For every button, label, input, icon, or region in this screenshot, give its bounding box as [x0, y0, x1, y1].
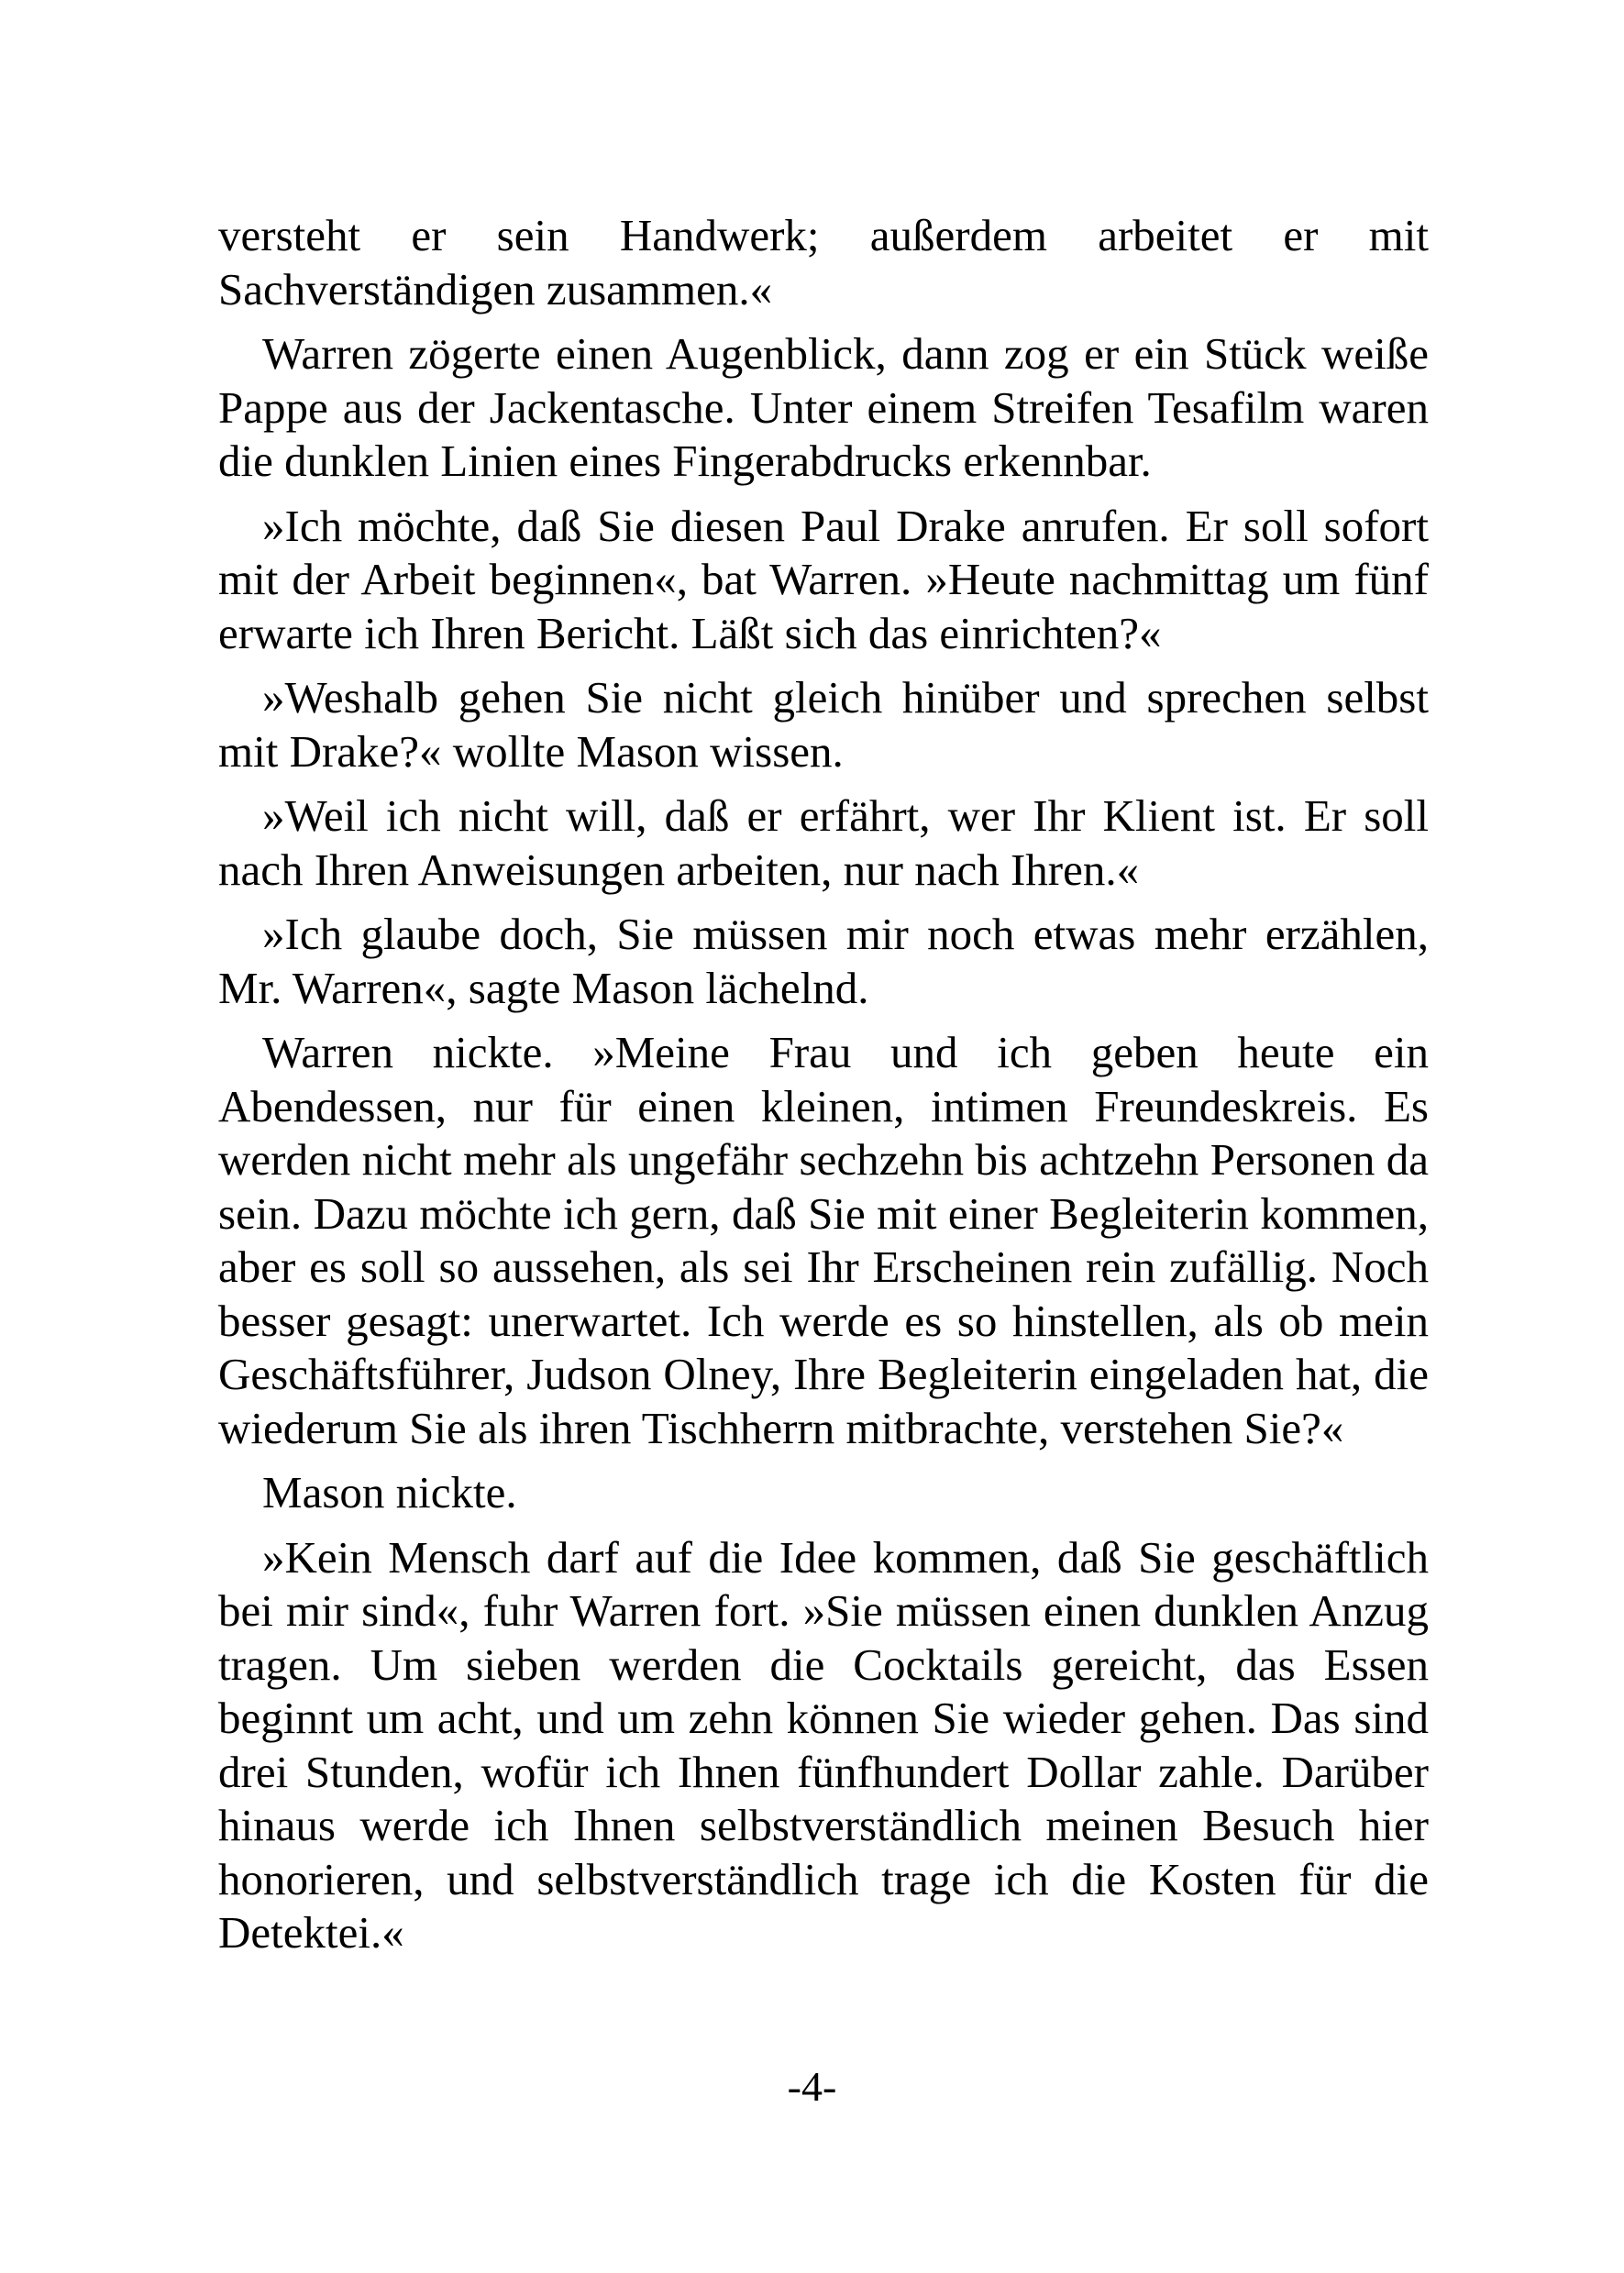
page-number: -4-	[787, 2063, 837, 2110]
paragraph-4: »Weshalb gehen Sie nicht gleich hinüber und sprechen selbst mit Drake?« wollte Mason wissen.	[218, 672, 1429, 777]
paragraph-8: Mason nickte.	[262, 1467, 517, 1517]
paragraph-7: Warren nickte. »Meine Frau und ich geben heute ein Abendessen, nur für einen kleinen, intimen Freundeskreis. Es werden nicht mehr als ungefähr sechzehn bis achtzehn Personen da sein. Dazu möchte ich gern, daß Sie mit einer Begleiterin kommen, aber es soll so aussehen, als sei Ihr Erscheinen rein zufällig. Noch besser gesagt: unerwartet. Ich werde es so hinstellen, als ob mein Geschäftsführer, Judson Olney, Ihre Begleiterin eingeladen hat, die wiederum Sie als ihren Tischherrn mitbrachte, verstehen Sie?«	[218, 1027, 1429, 1453]
paragraph-9: »Kein Mensch darf auf die Idee kommen, daß Sie geschäftlich bei mir sind«, fuhr Warren fort. »Sie müssen einen dunklen Anzug tragen. Um sieben werden die Cocktails gereicht, das Essen beginnt um acht, und um zehn können Sie wieder gehen. Das sind drei Stunden, wofür ich Ihnen fünfhundert Dollar zahle. Darüber hinaus werde ich Ihnen selbstverständlich meinen Besuch hier honorieren, und selbstverständlich trage ich die Kosten für die Detektei.«	[218, 1531, 1429, 1958]
paragraph-6: »Ich glaube doch, Sie müssen mir noch etwas mehr erzählen, Mr. Warren«, sagte Mason lächelnd.	[218, 909, 1429, 1013]
paragraph-2: Warren zögerte einen Augenblick, dann zog er ein Stück weiße Pappe aus der Jackentasche. Unter einem Streifen Tesafilm waren die dunklen Linien eines Fingerabdrucks erkennbar.	[218, 328, 1429, 486]
body-text	[218, 209, 1429, 1971]
paragraph-5: »Weil ich nicht will, daß er erfährt, wer Ihr Klient ist. Er soll nach Ihren Anweisungen arbeiten, nur nach Ihren.«	[218, 790, 1429, 895]
paragraph-3: »Ich möchte, daß Sie diesen Paul Drake anrufen. Er soll sofort mit der Arbeit beginnen«, bat Warren. »Heute nachmittag um fünf erwarte ich Ihren Bericht. Läßt sich das einrichten?«	[218, 500, 1429, 658]
paragraph-1: versteht er sein Handwerk; außerdem arbeitet er mit Sachverständigen zusammen.«	[218, 210, 1429, 314]
